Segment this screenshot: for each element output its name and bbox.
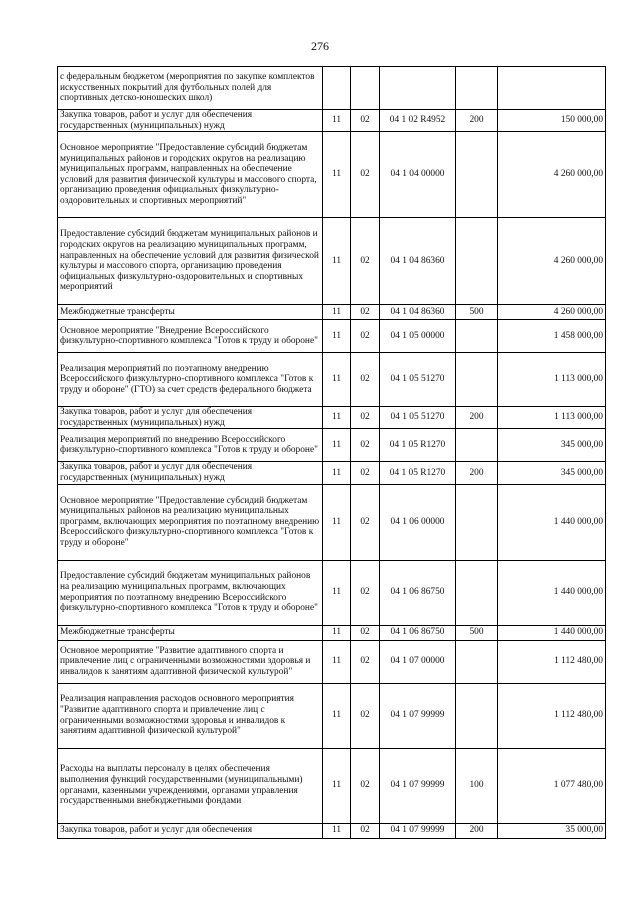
table-row [58,683,606,748]
budget-item-name: Реализация мероприятий по внедрению Всероссийского физкультурно-спортивного комплекса "Готов к труду и обороне" [58,429,323,462]
target-article-code: 04 1 05 51270 [380,407,456,429]
subsection-code [351,67,380,110]
section-code: 11 [323,305,351,320]
expense-type-code [456,320,498,353]
subsection-code: 02 [351,560,380,625]
section-code: 11 [323,110,351,132]
target-article-code: 04 1 06 00000 [380,484,456,560]
subsection-code: 02 [351,320,380,353]
amount: 150 000,00 [498,110,606,132]
budget-item-name: Основное мероприятие "Внедрение Всероссийского физкультурно-спортивного комплекса "Готов к труду и обороне" [58,320,323,353]
subsection-code: 02 [351,683,380,748]
table-row [58,407,606,429]
table-row [58,640,606,683]
table-row [58,305,606,320]
budget-item-name: с федеральным бюджетом (мероприятия по закупке комплектов искусственных покрытий для футбольных полей для спортивных детско-юношеских школ) [58,67,323,110]
expense-type-code [456,640,498,683]
amount: 1 113 000,00 [498,353,606,407]
budget-item-name: Закупка товаров, работ и услуг для обеспечения государственных (муниципальных) нужд [58,462,323,484]
expense-type-code [456,218,498,305]
table-row [58,625,606,640]
subsection-code: 02 [351,305,380,320]
amount: 345 000,00 [498,429,606,462]
table-row [58,484,606,560]
target-article-code: 04 1 05 R1270 [380,429,456,462]
amount: 345 000,00 [498,462,606,484]
section-code: 11 [323,429,351,462]
section-code: 11 [323,748,351,823]
budget-table [57,66,606,839]
subsection-code: 02 [351,640,380,683]
expense-type-code: 500 [456,305,498,320]
target-article-code: 04 1 05 51270 [380,353,456,407]
table-row [58,823,606,838]
amount: 1 113 000,00 [498,407,606,429]
target-article-code: 04 1 04 86360 [380,305,456,320]
table-row [58,462,606,484]
expense-type-code: 200 [456,462,498,484]
amount: 1 077 480,00 [498,748,606,823]
budget-item-name: Предоставление субсидий бюджетам муниципальных районов и городских округов на реализацию муниципальных программ, направленных на обеспечение условий для развития физической культуры и массового спорта, организацию проведения официальных физкультурно-оздоровительных и спортивных мероприятий [58,218,323,305]
amount: 35 000,00 [498,823,606,838]
section-code: 11 [323,132,351,218]
budget-item-name: Реализация направления расходов основного мероприятия "Развитие адаптивного спорта и привлечение лиц с ограниченными возможностями здоровья и инвалидов к занятиям адаптивной физической культурой" [58,683,323,748]
subsection-code: 02 [351,748,380,823]
expense-type-code [456,132,498,218]
budget-item-name: Основное мероприятие "Предоставление субсидий бюджетам муниципальных районов на реализацию муниципальных программ, включающих мероприятия по поэтапному внедрению Всероссийского физкультурно-спортивного комплекса "Готов к труду и обороне" [58,484,323,560]
section-code: 11 [323,683,351,748]
target-article-code: 04 1 07 99999 [380,748,456,823]
budget-item-name: Расходы на выплаты персоналу в целях обеспечения выполнения функций государственными (муниципальными) органами, казенными учреждениями, органами управления государственными внебюджетными фондами [58,748,323,823]
budget-item-name: Закупка товаров, работ и услуг для обеспечения государственных (муниципальных) нужд [58,407,323,429]
target-article-code: 04 1 05 00000 [380,320,456,353]
amount [498,67,606,110]
section-code: 11 [323,560,351,625]
section-code: 11 [323,823,351,838]
target-article-code: 04 1 06 86750 [380,625,456,640]
subsection-code: 02 [351,823,380,838]
section-code [323,67,351,110]
table-row [58,320,606,353]
expense-type-code [456,429,498,462]
amount: 1 440 000,00 [498,484,606,560]
table-row [58,353,606,407]
table-row [58,110,606,132]
expense-type-code [456,560,498,625]
target-article-code: 04 1 02 R4952 [380,110,456,132]
target-article-code: 04 1 05 R1270 [380,462,456,484]
budget-item-name: Межбюджетные трансферты [58,625,323,640]
subsection-code: 02 [351,353,380,407]
subsection-code: 02 [351,407,380,429]
subsection-code: 02 [351,625,380,640]
target-article-code: 04 1 04 86360 [380,218,456,305]
budget-item-name: Основное мероприятие "Развитие адаптивного спорта и привлечение лиц с ограниченными возможностями здоровья и инвалидов к занятиям адаптивной физической культурой" [58,640,323,683]
subsection-code: 02 [351,462,380,484]
expense-type-code [456,484,498,560]
budget-table-body [58,67,606,839]
table-row [58,429,606,462]
section-code: 11 [323,320,351,353]
expense-type-code [456,683,498,748]
table-row [58,218,606,305]
expense-type-code [456,353,498,407]
amount: 1 440 000,00 [498,560,606,625]
expense-type-code: 200 [456,407,498,429]
amount: 4 260 000,00 [498,305,606,320]
target-article-code: 04 1 06 86750 [380,560,456,625]
budget-item-name: Закупка товаров, работ и услуг для обеспечения государственных (муниципальных) нужд [58,110,323,132]
budget-item-name: Реализация мероприятий по поэтапному внедрению Всероссийского физкультурно-спортивного комплекса "Готов к труду и обороне" (ГТО) за счет средств федерального бюджета [58,353,323,407]
subsection-code: 02 [351,132,380,218]
target-article-code: 04 1 07 99999 [380,823,456,838]
section-code: 11 [323,462,351,484]
section-code: 11 [323,218,351,305]
page-number: 276 [311,39,329,53]
amount: 1 458 000,00 [498,320,606,353]
target-article-code: 04 1 07 99999 [380,683,456,748]
subsection-code: 02 [351,484,380,560]
expense-type-code: 200 [456,110,498,132]
table-row [58,132,606,218]
amount: 4 260 000,00 [498,218,606,305]
table-row [58,748,606,823]
expense-type-code: 500 [456,625,498,640]
subsection-code: 02 [351,110,380,132]
expense-type-code: 100 [456,748,498,823]
amount: 1 112 480,00 [498,640,606,683]
section-code: 11 [323,484,351,560]
subsection-code: 02 [351,429,380,462]
budget-item-name: Основное мероприятие "Предоставление субсидий бюджетам муниципальных районов и городских округов на реализацию муниципальных программ, направленных на обеспечение условий для развития физической культуры и массового спорта, организацию проведения официальных физкультурно-оздоровительных и спортивных мероприятий" [58,132,323,218]
amount: 4 260 000,00 [498,132,606,218]
target-article-code: 04 1 07 00000 [380,640,456,683]
section-code: 11 [323,353,351,407]
amount: 1 440 000,00 [498,625,606,640]
section-code: 11 [323,625,351,640]
section-code: 11 [323,640,351,683]
section-code: 11 [323,407,351,429]
expense-type-code: 200 [456,823,498,838]
target-article-code [380,67,456,110]
table-row [58,560,606,625]
budget-item-name: Предоставление субсидий бюджетам муниципальных районов на реализацию муниципальных программ, включающих мероприятия по поэтапному внедрению Всероссийского физкультурно-спортивного комплекса "Готов к труду и обороне" [58,560,323,625]
budget-item-name: Межбюджетные трансферты [58,305,323,320]
budget-item-name: Закупка товаров, работ и услуг для обеспечения [58,823,323,838]
table-row [58,67,606,110]
subsection-code: 02 [351,218,380,305]
amount: 1 112 480,00 [498,683,606,748]
expense-type-code [456,67,498,110]
target-article-code: 04 1 04 00000 [380,132,456,218]
